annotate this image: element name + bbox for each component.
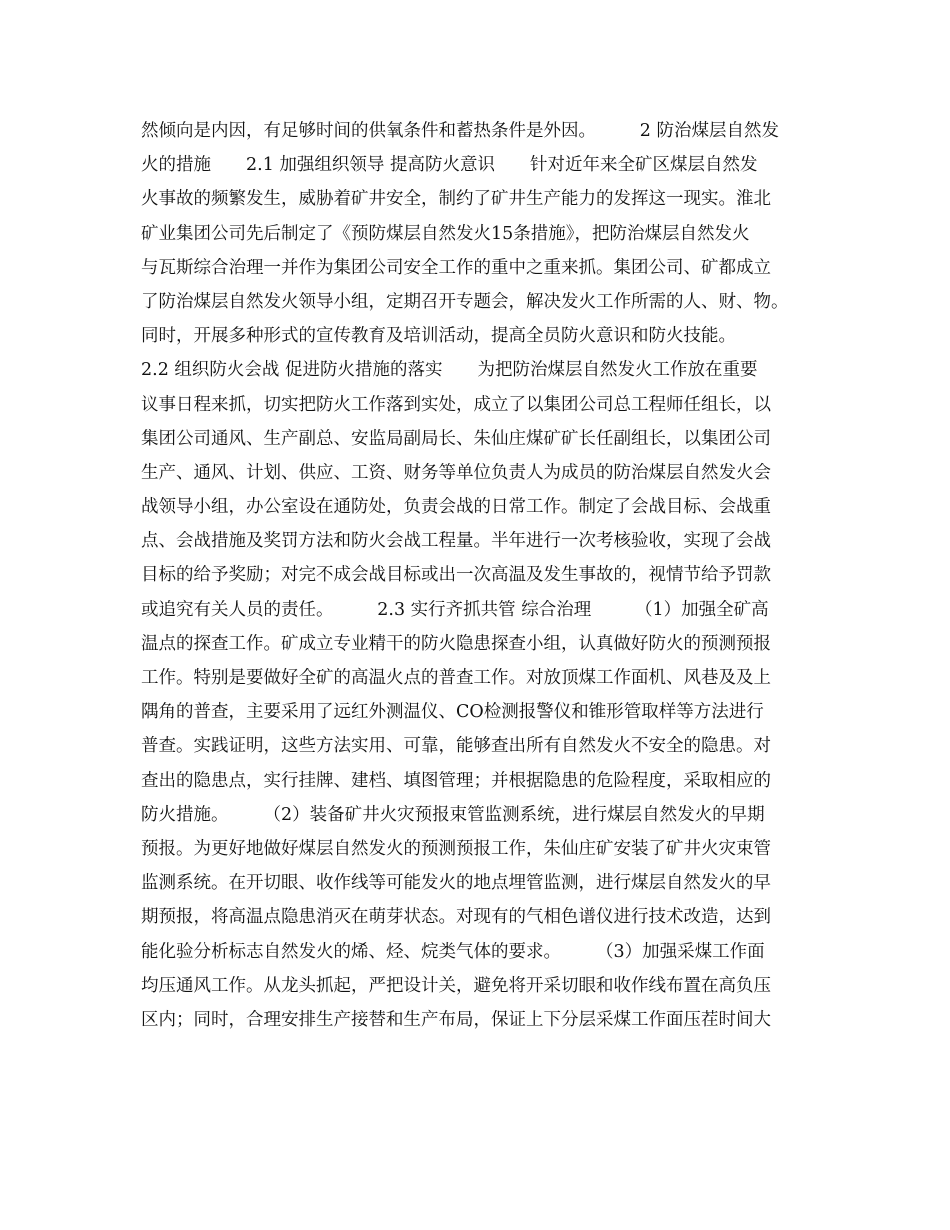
text-line: 目标的给予奖励；对完不成会战目标或出一次高温及发生事故的，视情节给予罚款 xyxy=(141,565,771,586)
text-line: 火事故的频繁发生，威胁着矿井安全，制约了矿井生产能力的发挥这一现实。淮北 xyxy=(141,189,771,210)
text-line: 隅角的普查，主要采用了远红外测温仪、CO检测报警仪和锥形管取样等方法进行 xyxy=(141,702,764,723)
text-line: 集团公司通风、生产副总、安监局副局长、朱仙庄煤矿矿长任副组长，以集团公司 xyxy=(141,428,771,449)
text-line: 议事日程来抓，切实把防火工作落到实处，成立了以集团公司总工程师任组长，以 xyxy=(141,394,771,415)
text-line: 同时，开展多种形式的宣传教育及培训活动，提高全员防火意识和防火技能。 xyxy=(141,326,736,347)
text-line: 能化验分析标志自然发火的烯、烃、烷类气体的要求。 （3）加强采煤工作面 xyxy=(141,941,765,962)
text-line: 生产、通风、计划、供应、工资、财务等单位负责人为成员的防治煤层自然发火会 xyxy=(141,462,771,483)
text-line: 防火措施。 （2）装备矿井火灾预报束管监测系统，进行煤层自然发火的早期 xyxy=(141,804,765,825)
text-line: 期预报，将高温点隐患消灭在萌芽状态。对现有的气相色谱仪进行技术改造，达到 xyxy=(141,907,771,928)
text-line: 普查。实践证明，这些方法实用、可靠，能够查出所有自然发火不安全的隐患。对 xyxy=(141,736,771,757)
text-line: 或追究有关人员的责任。 2.3 实行齐抓共管 综合治理 （1）加强全矿高 xyxy=(141,599,769,620)
text-line: 区内；同时，合理安排生产接替和生产布局，保证上下分层采煤工作面压茬时间大 xyxy=(141,1009,771,1030)
text-line: 点、会战措施及奖罚方法和防火会战工程量。半年进行一次考核验收，实现了会战 xyxy=(141,531,771,552)
text-line: 预报。为更好地做好煤层自然发火的预测预报工作，朱仙庄矿安装了矿井火灾束管 xyxy=(141,838,771,859)
text-line: 矿业集团公司先后制定了《预防煤层自然发火15条措施》，把防治煤层自然发火 xyxy=(141,223,750,244)
text-line: 均压通风工作。从龙头抓起，严把设计关，避免将开采切眼和收作线布置在高负压 xyxy=(141,975,771,996)
text-line: 与瓦斯综合治理一并作为集团公司安全工作的重中之重来抓。集团公司、矿都成立 xyxy=(141,257,771,278)
text-line: 火的措施 2.1 加强组织领导 提高防火意识 针对近年来全矿区煤层自然发 xyxy=(141,155,758,176)
text-line: 工作。特别是要做好全矿的高温火点的普查工作。对放顶煤工作面机、风巷及及上 xyxy=(141,668,771,688)
text-line: 2.2 组织防火会战 促进防火措施的落实 为把防治煤层自然发火工作放在重要 xyxy=(141,360,758,381)
body-text xyxy=(141,114,831,1037)
text-line: 监测系统。在开切眼、收作线等可能发火的地点埋管监测，进行煤层自然发火的早 xyxy=(141,873,771,894)
text-line: 查出的隐患点，实行挂牌、建档、填图管理；并根据隐患的危险程度，采取相应的 xyxy=(141,770,771,791)
text-line: 战领导小组，办公室设在通防处，负责会战的日常工作。制定了会战目标、会战重 xyxy=(141,497,771,518)
text-line: 然倾向是内因，有足够时间的供氧条件和蓄热条件是外因。 2 防治煤层自然发 xyxy=(141,121,779,141)
text-line: 温点的探查工作。矿成立专业精干的防火隐患探查小组，认真做好防火的预测预报 xyxy=(141,633,771,654)
text-line: 了防治煤层自然发火领导小组，定期召开专题会，解决发火工作所需的人、财、物。 xyxy=(141,291,789,312)
